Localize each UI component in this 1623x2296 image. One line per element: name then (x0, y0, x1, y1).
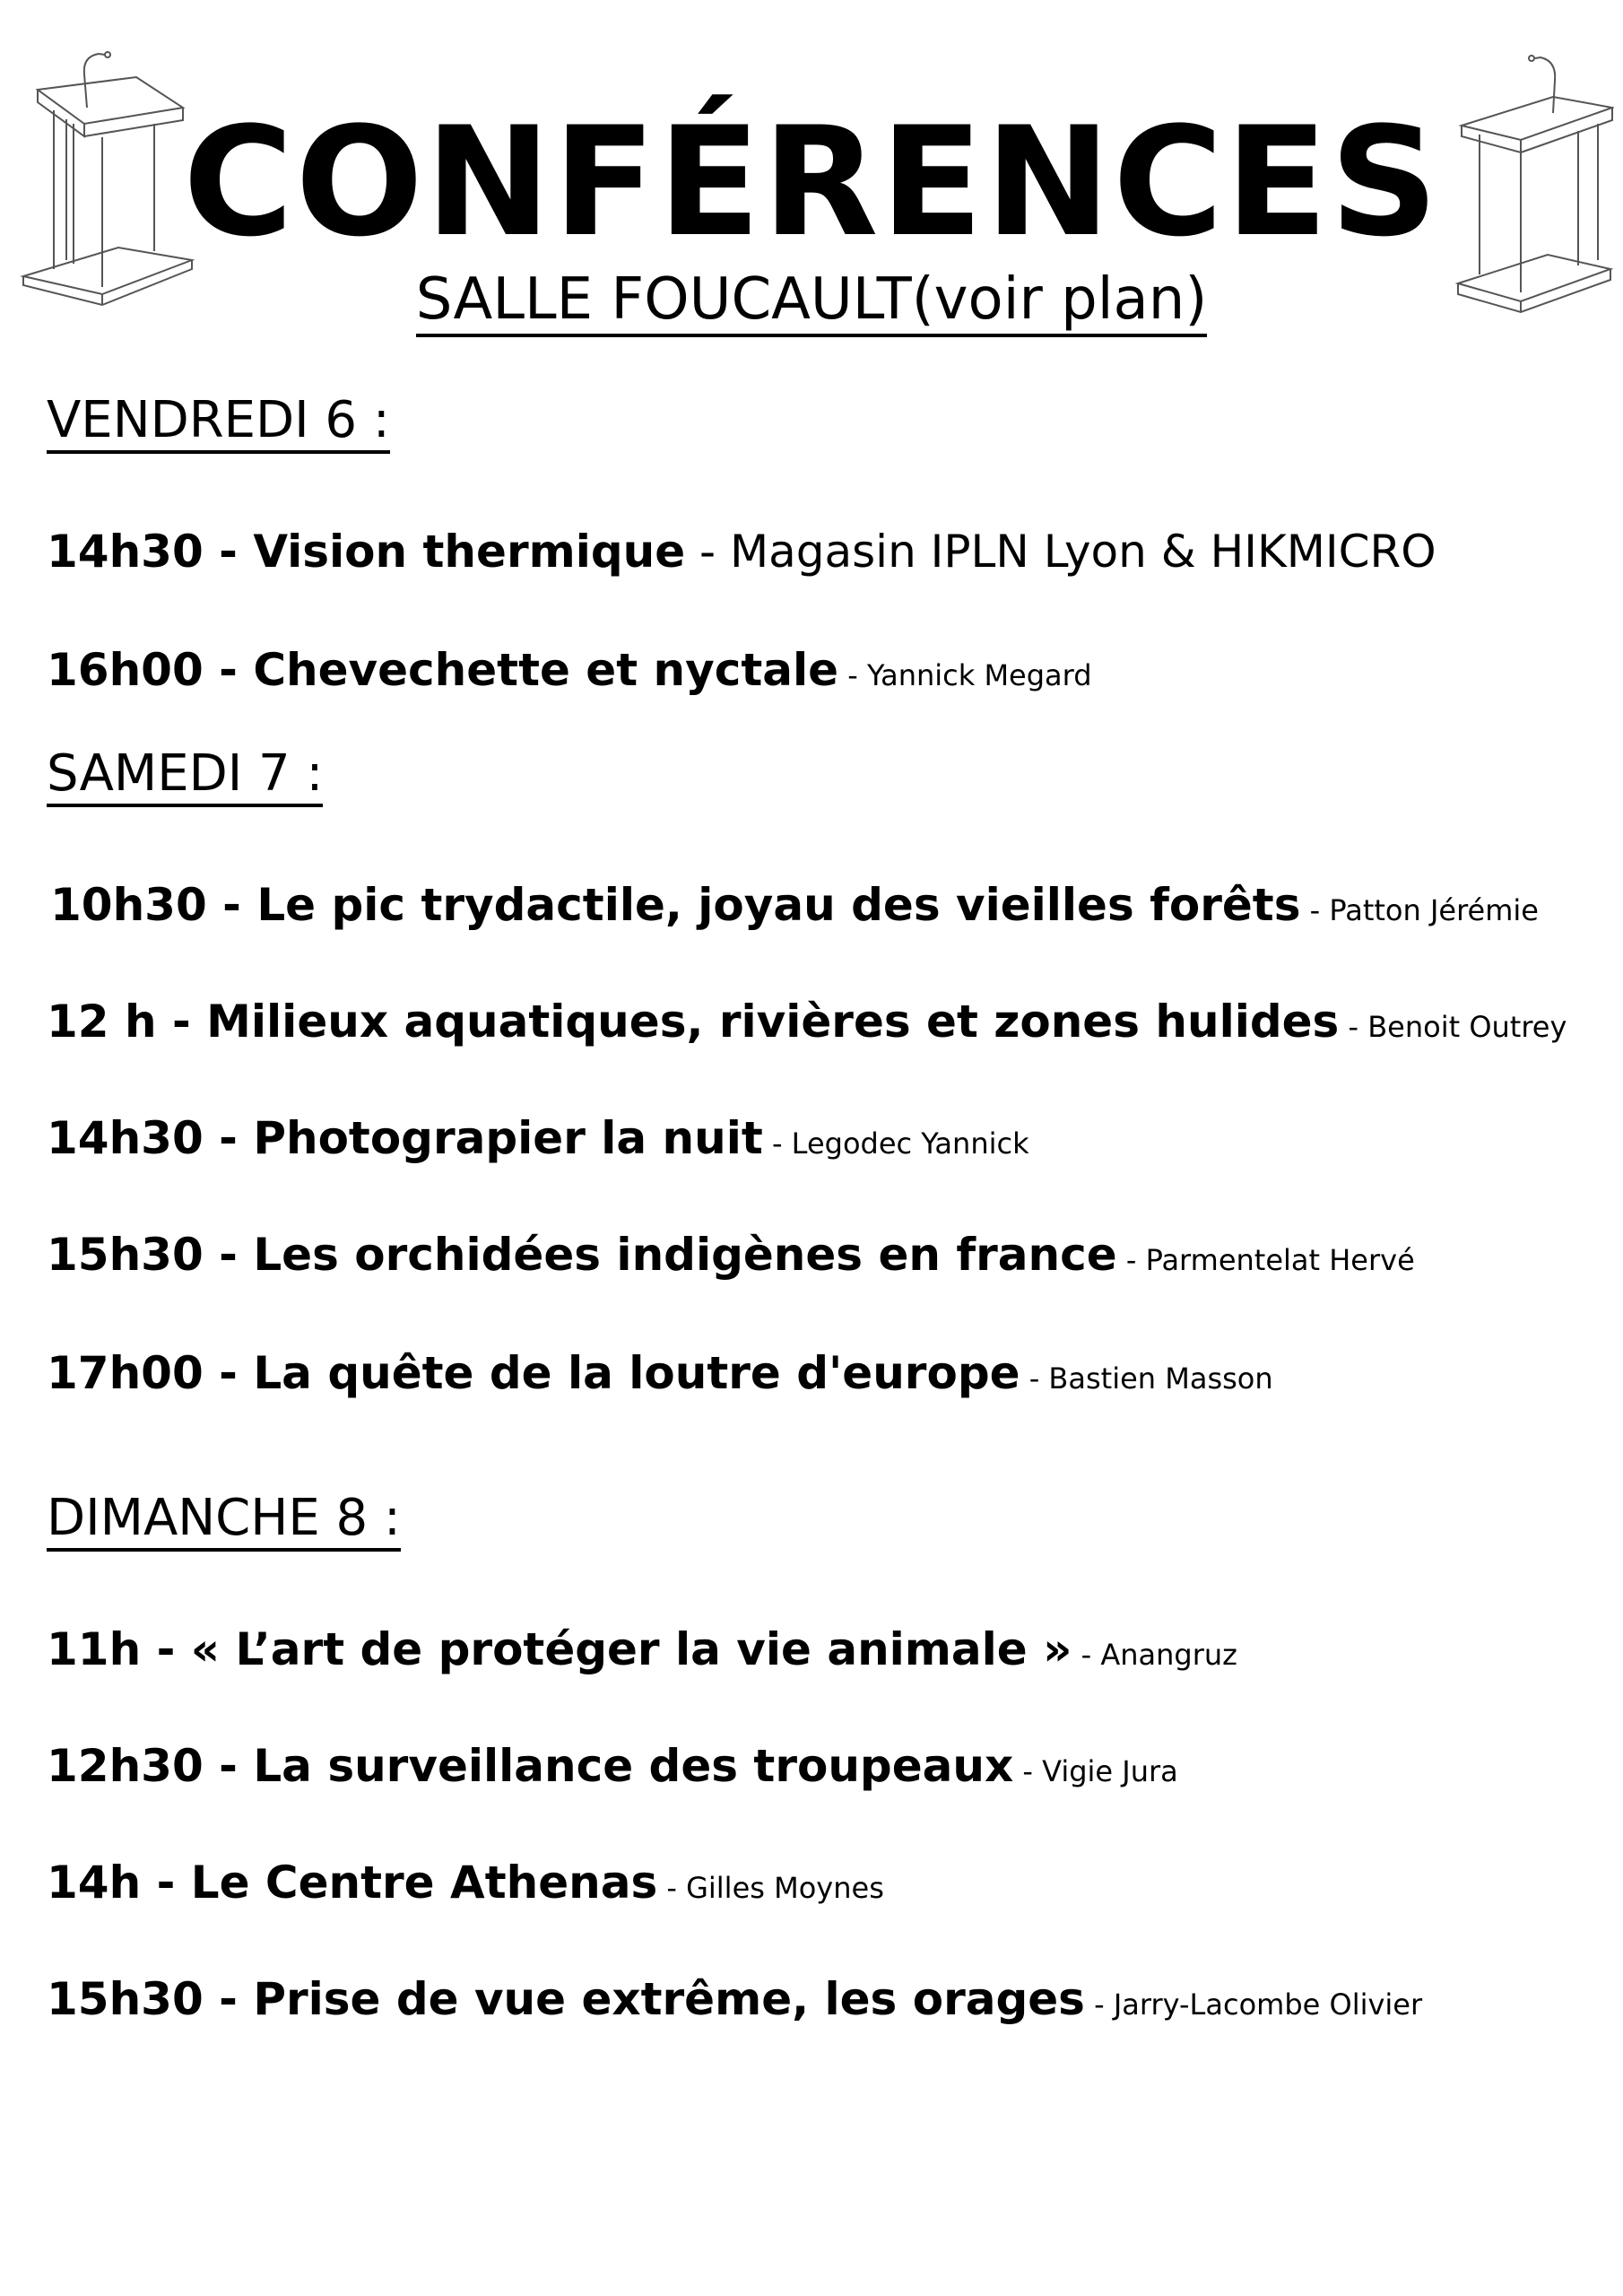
event-row (47, 1229, 1415, 1281)
event-title: 10h30 - Le pic trydactile, joyau des vieilles forêts (50, 879, 1301, 931)
event-row (47, 1623, 1237, 1675)
event-speaker: - Jarry-Lacombe Olivier (1084, 1987, 1423, 2022)
event-title: 14h30 - Photograpier la nuit (47, 1112, 763, 1164)
subtitle-text: SALLE FOUCAULT(voir plan) (416, 265, 1208, 337)
event-speaker: - Anangruz (1072, 1638, 1237, 1672)
event-row (47, 1973, 1422, 2025)
page-subtitle (0, 265, 1623, 337)
event-speaker: - Gilles Moynes (657, 1871, 884, 1905)
event-title: 15h30 - Prise de vue extrême, les orages (47, 1973, 1085, 2025)
event-row (47, 1857, 884, 1909)
event-row (47, 1740, 1178, 1792)
event-title: 15h30 - Les orchidées indigènes en france (47, 1229, 1117, 1281)
event-row (47, 1347, 1273, 1399)
event-speaker: - Magasin IPLN Lyon & HIKMICRO (685, 526, 1436, 578)
event-row (47, 996, 1567, 1048)
event-row (47, 1112, 1029, 1164)
event-speaker: - Yannick Megard (838, 658, 1092, 692)
day-heading-samedi: SAMEDI 7 : (47, 744, 323, 807)
day-heading-dimanche: DIMANCHE 8 : (47, 1489, 401, 1552)
event-row (50, 879, 1539, 931)
event-speaker: - Vigie Jura (1013, 1754, 1178, 1788)
event-speaker: - Legodec Yannick (762, 1126, 1029, 1161)
event-speaker: - Parmentelat Hervé (1116, 1243, 1415, 1277)
event-row (47, 526, 1436, 578)
event-title: 14h - Le Centre Athenas (47, 1857, 658, 1909)
day-heading-vendredi: VENDREDI 6 : (47, 391, 390, 454)
event-title: 11h - « L’art de protéger la vie animale » (47, 1623, 1072, 1675)
event-speaker: - Patton Jérémie (1300, 893, 1539, 927)
event-title: 16h00 - Chevechette et nyctale (47, 644, 839, 696)
event-title: 12 h - Milieux aquatiques, rivières et zones hulides (47, 996, 1340, 1048)
event-speaker: - Benoit Outrey (1339, 1010, 1567, 1044)
page-title: CONFÉRENCES (182, 94, 1440, 270)
event-title: 12h30 - La surveillance des troupeaux (47, 1740, 1014, 1792)
event-speaker: - Bastien Masson (1020, 1361, 1273, 1396)
event-title: 17h00 - La quête de la loutre d'europe (47, 1347, 1020, 1399)
event-title: 14h30 - Vision thermique (47, 526, 686, 578)
event-row (47, 644, 1092, 696)
